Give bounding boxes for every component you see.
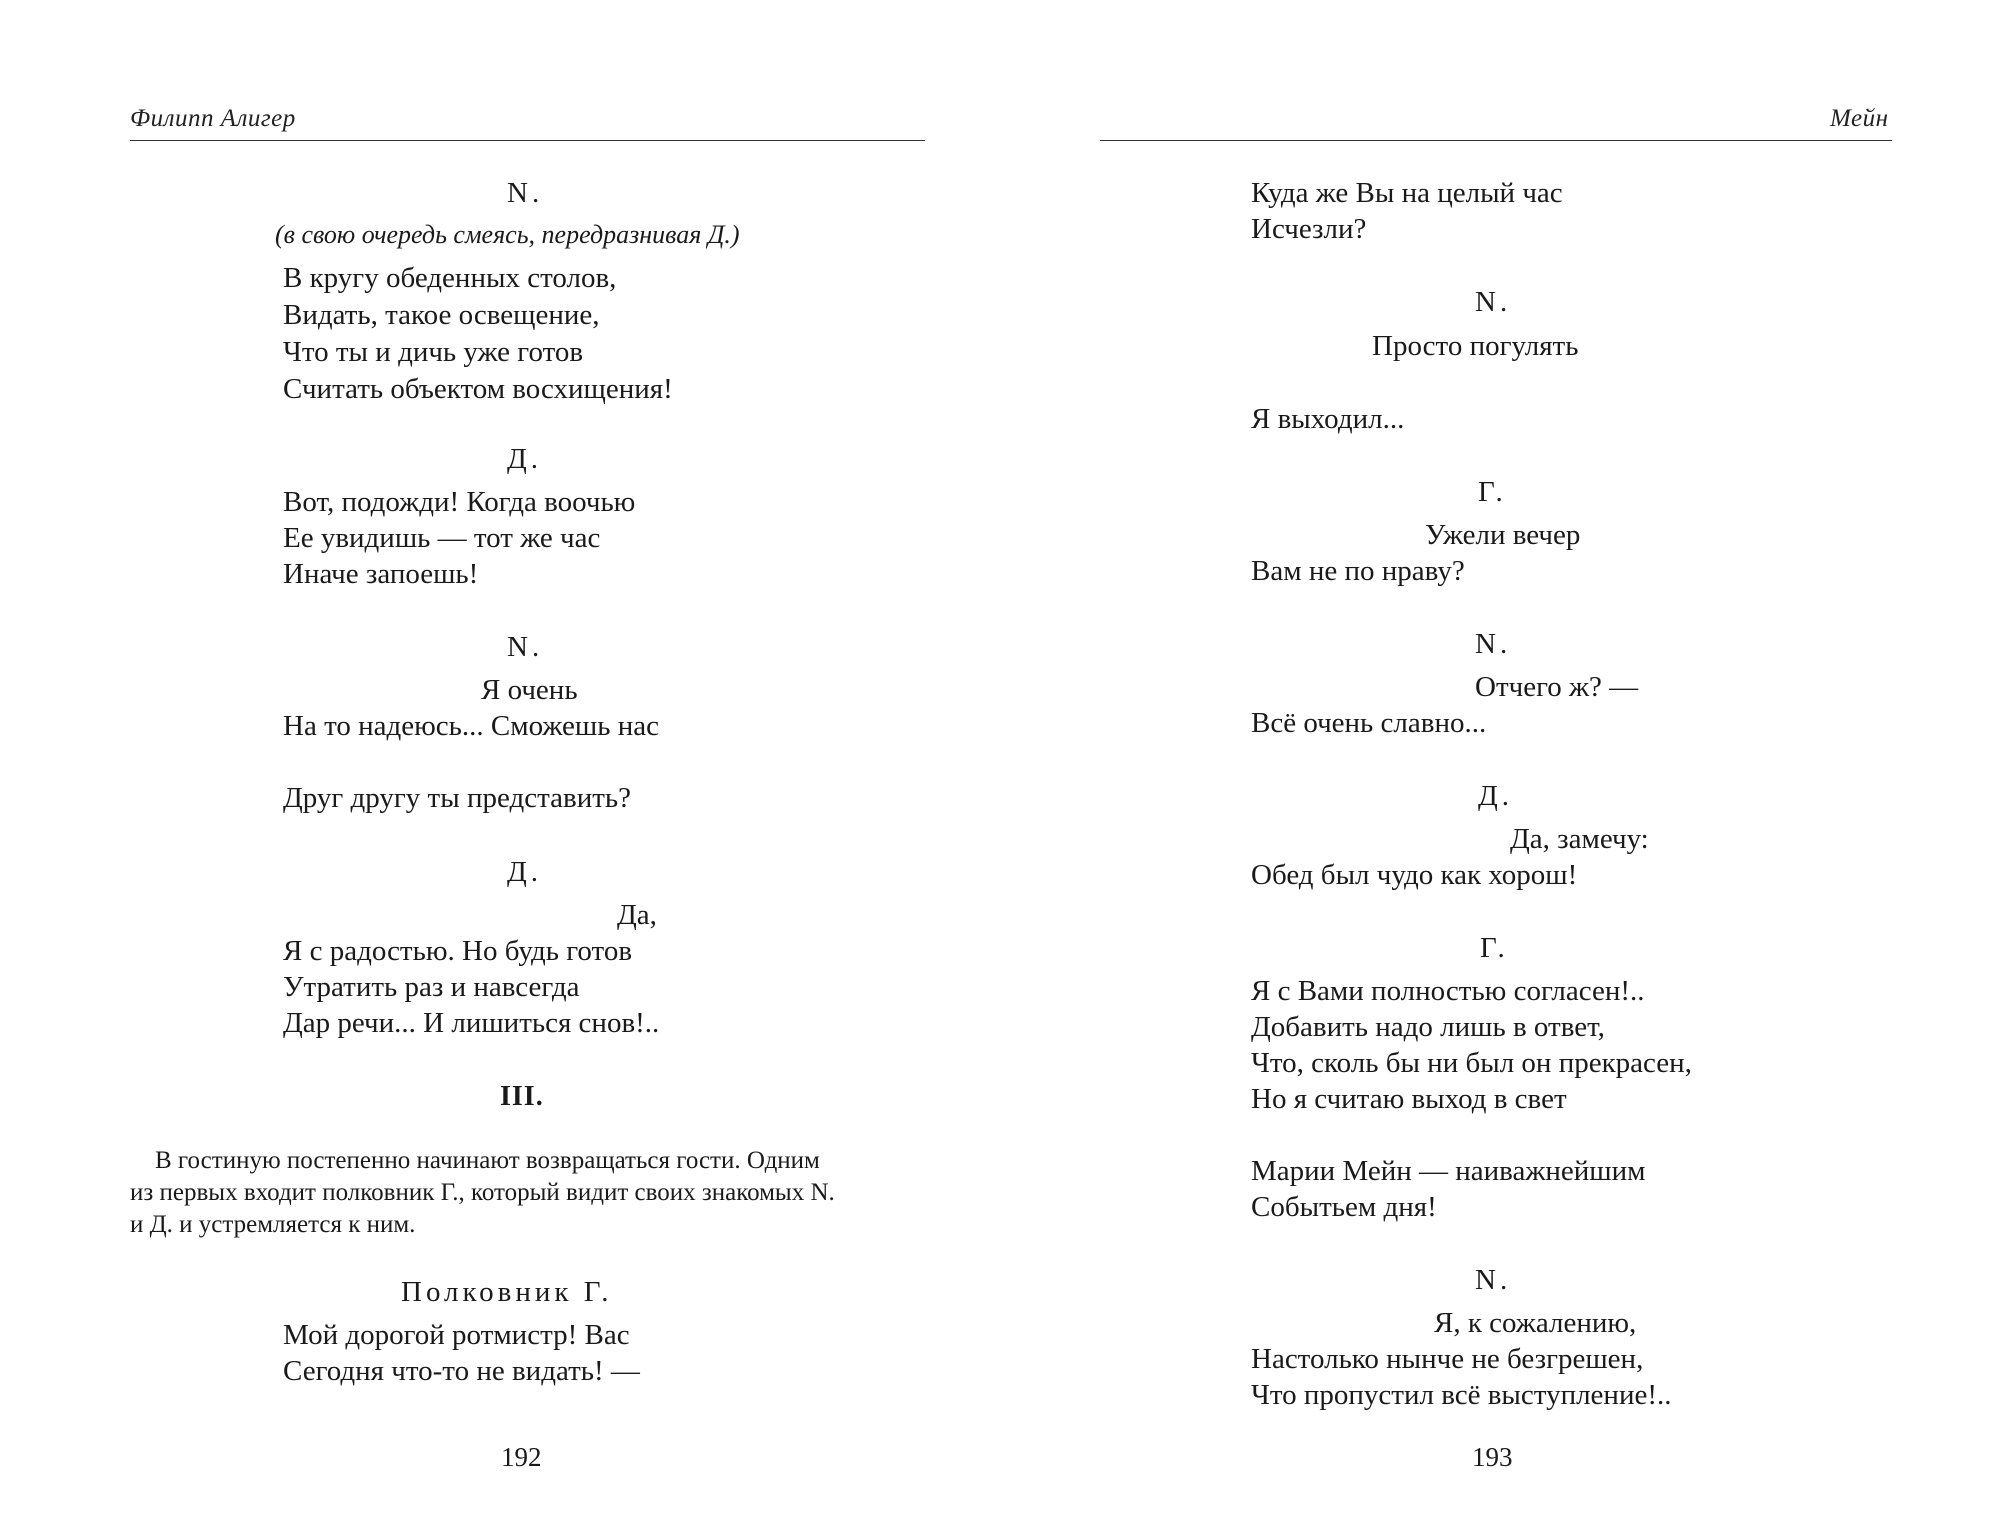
verse-line: Сегодня что-то не видать! — (283, 1355, 640, 1387)
verse-line: На то надеюсь... Сможешь нас (283, 710, 659, 742)
verse-line: Да, (617, 899, 657, 931)
verse-line: В кругу обеденных столов, (283, 262, 617, 294)
prose-line: и Д. и устремляется к ним. (130, 1211, 416, 1238)
verse-line: Настолько нынче не безгрешен, (1251, 1343, 1644, 1375)
verse-line: Вот, подожди! Когда воочью (283, 486, 636, 518)
verse-line: Что ты и дичь уже готов (283, 336, 584, 368)
verse-line: Но я считаю выход в свет (1251, 1083, 1567, 1115)
speaker-name: N. (507, 631, 544, 663)
verse-line: Я очень (481, 674, 578, 706)
verse-line: Куда же Вы на целый час (1251, 177, 1563, 209)
verse-line: Ужели вечер (1425, 519, 1581, 551)
section-heading: III. (500, 1081, 544, 1112)
stage-direction: (в свою очередь смеясь, передразнивая Д.) (275, 220, 740, 249)
verse-line: Что, сколь бы ни был он прекрасен, (1251, 1047, 1692, 1079)
verse-line: Марии Мейн — наиважнейшим (1251, 1155, 1646, 1187)
speaker-name: N. (1475, 1264, 1512, 1296)
speaker-name: Д. (507, 443, 543, 475)
verse-line: Вам не по нраву? (1251, 555, 1465, 587)
verse-line: Иначе запоешь! (283, 558, 479, 590)
verse-line: Дар речи... И лишиться снов!.. (283, 1007, 660, 1039)
verse-line: Да, замечу: (1510, 823, 1649, 855)
prose-line: из первых входит полковник Г., который видит своих знакомых N. (130, 1179, 835, 1206)
verse-line: Что пропустил всё выступление!.. (1251, 1379, 1672, 1411)
verse-line: Утратить раз и навсегда (283, 971, 580, 1003)
verse-line: Отчего ж? — (1475, 671, 1639, 703)
verse-line: Ее увидишь — тот же час (283, 522, 601, 554)
speaker-name: Г. (1478, 476, 1507, 508)
right-page (1000, 0, 2000, 1531)
speaker-name: N. (507, 177, 544, 209)
speaker-name: Г. (1480, 932, 1509, 964)
header-rule (130, 140, 925, 141)
speaker-name: Д. (1478, 780, 1514, 812)
verse-line: Я с Вами полностью согласен!.. (1251, 975, 1645, 1007)
verse-line: Я с радостью. Но будь готов (283, 935, 633, 967)
verse-line: Считать объектом восхищения! (283, 373, 673, 405)
verse-line: Друг другу ты представить? (283, 782, 631, 814)
verse-line: Я выходил... (1251, 403, 1405, 435)
running-head-title: Мейн (1830, 105, 1889, 132)
page-number: 192 (501, 1442, 542, 1472)
header-rule (1100, 140, 1892, 141)
verse-line: Обед был чудо как хорош! (1251, 859, 1578, 891)
verse-line: Событьем дня! (1251, 1191, 1437, 1223)
verse-line: Всё очень славно... (1251, 707, 1487, 739)
verse-line: Видать, такое освещение, (283, 299, 600, 331)
speaker-name: N. (1475, 286, 1512, 318)
verse-line: Я, к сожалению, (1434, 1307, 1637, 1339)
running-head-author: Филипп Алигер (130, 105, 296, 132)
verse-line: Мой дорогой ротмистр! Вас (283, 1319, 630, 1351)
verse-line: Добавить надо лишь в ответ, (1251, 1011, 1605, 1043)
speaker-name: N. (1475, 628, 1512, 660)
verse-line: Просто погулять (1372, 330, 1579, 362)
prose-line: В гостиную постепенно начинают возвращаться гости. Одним (155, 1147, 820, 1174)
page-number: 193 (1472, 1442, 1513, 1472)
speaker-name: Полковник Г. (401, 1276, 613, 1308)
speaker-name: Д. (507, 856, 543, 888)
verse-line: Исчезли? (1251, 213, 1367, 245)
